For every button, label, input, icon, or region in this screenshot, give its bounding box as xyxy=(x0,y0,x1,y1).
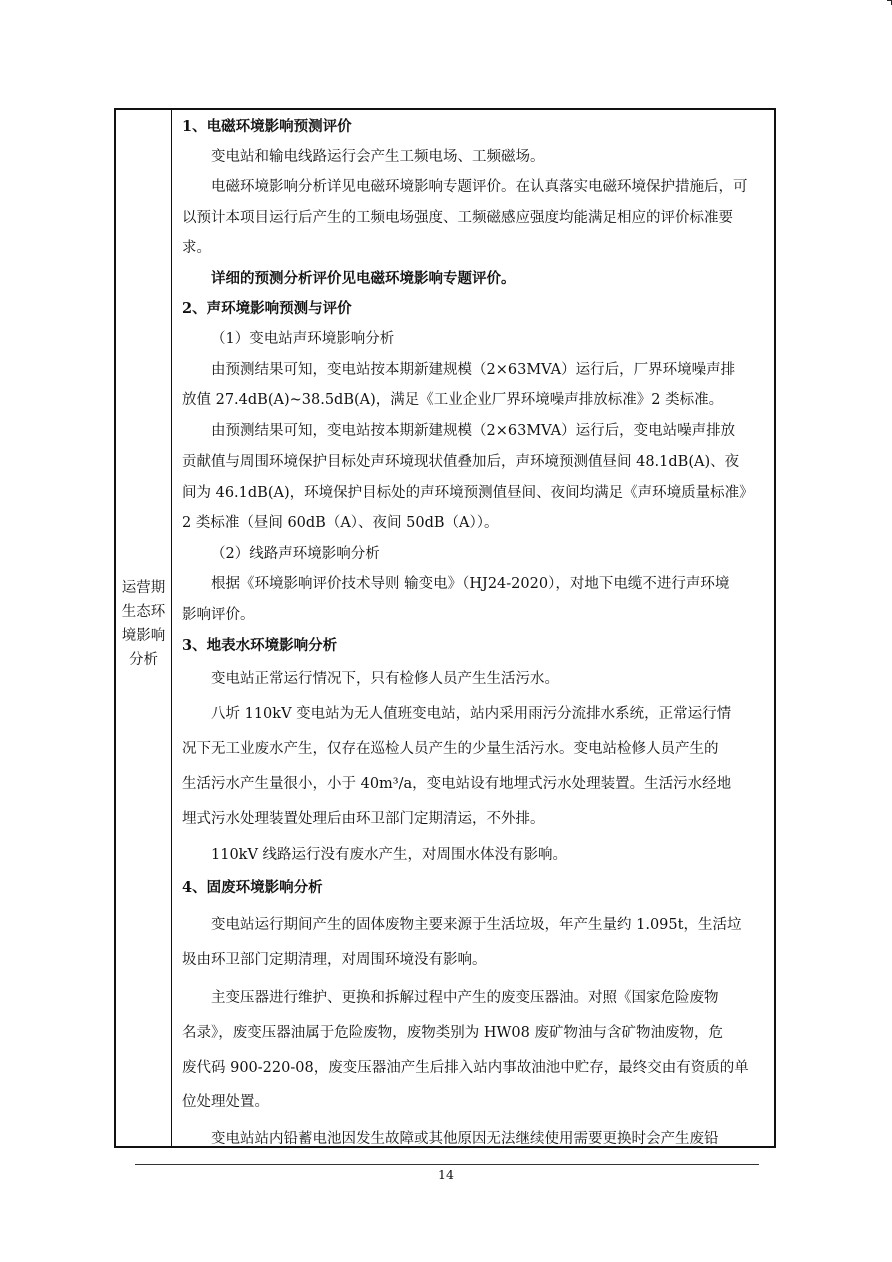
footer-rule xyxy=(135,1164,759,1165)
paragraph-line: 电磁环境影响分析详见电磁环境影响专题评价。在认真落实电磁环境保护措施后，可 xyxy=(211,179,748,195)
section-heading: 4、固废环境影响分析 xyxy=(182,879,323,896)
page-number: 14 xyxy=(438,1167,454,1182)
paragraph-line: 以预计本项目运行后产生的工频电场强度、工频磁感应强度均能满足相应的评价标准要 xyxy=(182,210,733,226)
paragraph-line: 2 类标准（昼间 60dB（A）、夜间 50dB（A））。 xyxy=(182,515,499,531)
section-heading: 2、声环境影响预测与评价 xyxy=(182,300,352,317)
assessment-table xyxy=(114,108,776,1148)
paragraph-line: 埋式污水处理装置处理后由环卫部门定期清运，不外排。 xyxy=(182,811,545,827)
paragraph-line: 影响评价。 xyxy=(182,607,255,623)
paragraph-line: 圾由环卫部门定期清理，对周围环境没有影响。 xyxy=(182,952,487,968)
paragraph-line: 根据《环境影响评价技术导则 输变电》（HJ24-2020），对地下电缆不进行声环境 xyxy=(211,576,730,592)
section-heading: 详细的预测分析评价见电磁环境影响专题评价。 xyxy=(211,270,516,287)
category-label xyxy=(119,576,169,672)
category-label-line: 分析 xyxy=(129,652,158,668)
analysis-content-cell xyxy=(173,110,774,1146)
paragraph-line: （1）变电站声环境影响分析 xyxy=(211,331,395,347)
section-heading: 3、地表水环境影响分析 xyxy=(182,637,338,654)
paragraph-line: 变电站站内铅蓄电池因发生故障或其他原因无法继续使用需要更换时会产生废铅 xyxy=(211,1131,719,1146)
paragraph-line: 求。 xyxy=(182,240,211,256)
paragraph-line: 由预测结果可知，变电站按本期新建规模（2×63MVA）运行后，厂界环境噪声排 xyxy=(211,362,736,378)
paragraph-line: 主变压器进行维护、更换和拆解过程中产生的废变压器油。对照《国家危险废物 xyxy=(211,990,719,1006)
paragraph-line: （2）线路声环境影响分析 xyxy=(211,546,380,562)
paragraph-line: 况下无工业废水产生，仅存在巡检人员产生的少量生活污水。变电站检修人员产生的 xyxy=(182,741,719,757)
paragraph-line: 由预测结果可知，变电站按本期新建规模（2×63MVA）运行后，变电站噪声排放 xyxy=(211,423,736,439)
paragraph-line: 放值 27.4dB(A)~38.5dB(A)，满足《工业企业厂界环境噪声排放标准》2 类标准。 xyxy=(182,392,724,408)
category-cell xyxy=(116,110,172,1146)
paragraph-line: 间为 46.1dB(A)，环境保护目标处的声环境预测值昼间、夜间均满足《声环境质量标准》 xyxy=(182,485,754,501)
paragraph-line: 八圻 110kV 变电站为无人值班变电站，站内采用雨污分流排水系统，正常运行情 xyxy=(211,706,732,722)
category-label-line: 生态环 xyxy=(121,604,166,620)
paragraph-line: 废代码 900-220-08，废变压器油产生后排入站内事故油池中贮存，最终交由有资质的单 xyxy=(182,1060,749,1076)
category-label-line: 境影响 xyxy=(121,628,166,644)
paragraph-line: 变电站运行期间产生的固体废物主要来源于生活垃圾，年产生量约 1.095t，生活垃 xyxy=(211,917,742,933)
paragraph-line: 变电站和输电线路运行会产生工频电场、工频磁场。 xyxy=(211,149,545,165)
section-heading: 1、电磁环境影响预测评价 xyxy=(182,118,352,135)
paragraph-line: 变电站正常运行情况下，只有检修人员产生生活污水。 xyxy=(211,671,559,687)
paragraph-line: 110kV 线路运行没有废水产生，对周围水体没有影响。 xyxy=(211,847,568,863)
paragraph-line: 贡献值与周围环境保护目标处声环境现状值叠加后，声环境预测值昼间 48.1dB(A)、夜 xyxy=(182,454,740,470)
paragraph-line: 名录》，废变压器油属于危险废物，废物类别为 HW08 废矿物油与含矿物油废物，危 xyxy=(182,1025,723,1041)
page-corner-mark xyxy=(887,0,892,5)
paragraph-line: 位处理处置。 xyxy=(182,1094,269,1110)
category-label-line: 运营期 xyxy=(121,580,166,596)
paragraph-line: 生活污水产生量很小，小于 40m³/a，变电站设有地埋式污水处理装置。生活污水经地 xyxy=(182,776,732,792)
